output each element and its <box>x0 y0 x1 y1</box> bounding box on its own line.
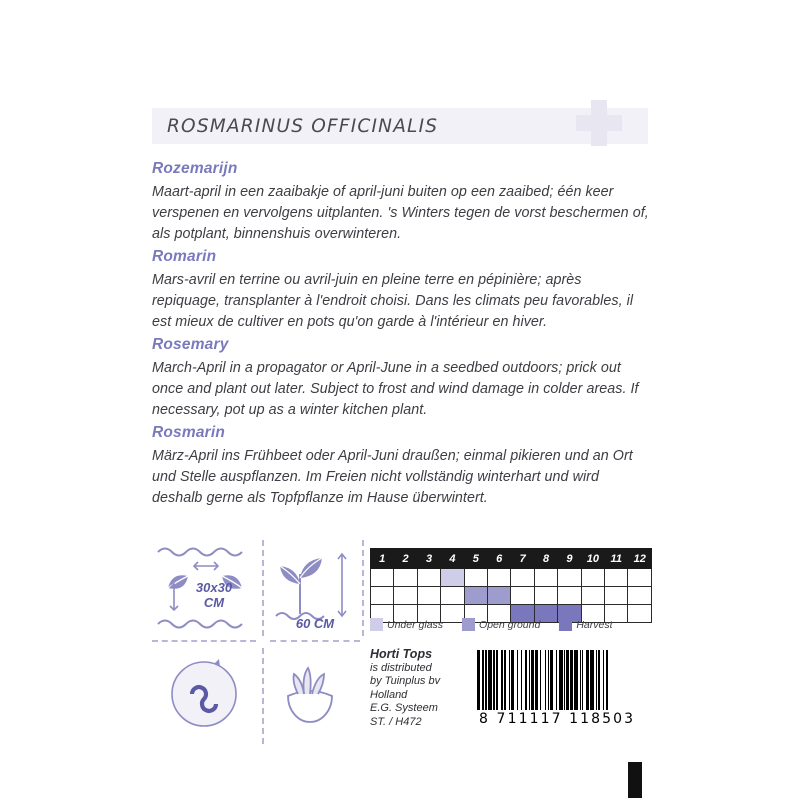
calendar-cell <box>628 569 652 587</box>
barcode <box>477 650 652 727</box>
language-block-en <box>152 336 652 421</box>
calendar-cell <box>371 587 394 605</box>
calendar-cell <box>417 587 440 605</box>
harvest-bowl-icon <box>270 648 360 744</box>
calendar-cell <box>488 587 511 605</box>
legend-item-under-glass <box>370 618 443 631</box>
calendar-header-row <box>371 549 652 569</box>
barcode-digits: 8 711117 118503 <box>479 711 636 727</box>
calendar-cell <box>534 569 557 587</box>
height-label: 60 CM <box>295 616 335 631</box>
calendar-cell <box>511 569 534 587</box>
month-header: 9 <box>558 549 581 569</box>
calendar-row <box>371 569 652 587</box>
language-body-en: March-April in a propagator or April-June in a seedbed outdoors; prick out once and plant out later. Subject to frost and wind damage in colder areas. If necessary, pot up as a winter kitchen plant. <box>152 360 639 418</box>
language-block-nl <box>152 160 652 245</box>
plus-icon-vertical <box>591 100 607 146</box>
spacing-label-line1: 30x30 <box>195 580 233 595</box>
month-header: 4 <box>441 549 464 569</box>
sowing-calendar <box>370 548 652 623</box>
calendar-cell <box>488 569 511 587</box>
language-title-de: Rosmarin <box>152 424 226 441</box>
month-header: 12 <box>628 549 652 569</box>
language-body-de: März-April ins Frühbeet oder April-Juni draußen; einmal pikieren und an Ort und Stelle auspflanzen. Im Freien nicht vollständig winterhart und wird deshalb gerne als Topfpflanze im Hause überwintert. <box>152 448 633 506</box>
legend-item-harvest <box>559 618 612 631</box>
month-header: 2 <box>394 549 417 569</box>
calendar-table <box>370 548 652 623</box>
calendar-legend <box>370 618 660 631</box>
language-title-nl: Rozemarijn <box>152 160 238 177</box>
language-block-fr <box>152 248 652 333</box>
language-block-de <box>152 424 652 509</box>
print-registration-mark <box>628 762 642 798</box>
calendar-cell <box>558 587 581 605</box>
legend-label-under-glass: Under glass <box>387 618 444 631</box>
calendar-row <box>371 587 652 605</box>
month-header: 7 <box>511 549 534 569</box>
page-title: ROSMARINUS OFFICINALIS <box>167 115 439 137</box>
legend-swatch-open-ground <box>462 618 475 631</box>
barcode-bars <box>477 650 652 710</box>
calendar-cell <box>558 569 581 587</box>
legend-label-harvest: Harvest <box>576 618 613 631</box>
calendar-cell <box>417 569 440 587</box>
calendar-cell <box>605 587 628 605</box>
legend-item-open-ground <box>462 618 540 631</box>
distributor-line1: is distributed <box>370 661 432 674</box>
distributor-name: Horti Tops <box>370 647 433 661</box>
calendar-cell <box>394 587 417 605</box>
spacing-label <box>182 580 246 610</box>
month-header: 11 <box>605 549 628 569</box>
distributor-line3: Holland <box>370 688 408 701</box>
month-header: 8 <box>534 549 557 569</box>
calendar-cell <box>534 587 557 605</box>
perennial-infinity-icon <box>152 648 260 744</box>
calendar-cell <box>394 569 417 587</box>
calendar-cell <box>511 587 534 605</box>
divider-vertical-mid <box>362 540 364 636</box>
plant-spacing-icon <box>152 540 260 636</box>
language-title-en: Rosemary <box>152 336 229 353</box>
language-title-fr: Romarin <box>152 248 217 265</box>
distributor-line2: by Tuinplus bv <box>370 675 441 687</box>
month-header: 1 <box>371 549 394 569</box>
language-body-nl: Maart-april in een zaaibakje of april-juni buiten op een zaaibed; één keer verspenen en vervolgens uitplanten. 's Winters tegen de vorst beschermen of, als potplant, binnenshuis overwinteren. <box>152 184 649 242</box>
distributor-line5: ST. / H472 <box>370 715 422 728</box>
barcode-bar <box>606 650 607 710</box>
calendar-cell <box>464 587 487 605</box>
plant-height-icon <box>270 540 360 636</box>
calendar-cell <box>605 569 628 587</box>
divider-horizontal-mid <box>270 640 360 642</box>
legend-label-open-ground: Open ground <box>479 618 541 631</box>
growing-info-panel <box>152 540 652 745</box>
calendar-cell <box>628 587 652 605</box>
month-header: 6 <box>488 549 511 569</box>
calendar-cell <box>581 569 604 587</box>
language-body-fr: Mars-avril en terrine ou avril-juin en pleine terre en pépinière; après repiquage, transplanter à l'endroit choisi. Dans les climats peu favorables, il est mieux de cultiver en pots qu'on garde à l'intérieur en hiver. <box>152 272 634 330</box>
calendar-cell <box>441 587 464 605</box>
plus-icon <box>576 100 622 146</box>
calendar-cell <box>581 587 604 605</box>
divider-vertical-left <box>262 540 264 636</box>
calendar-body <box>371 569 652 623</box>
calendar-cell <box>441 569 464 587</box>
distributor-line4: E.G. Systeem <box>370 702 438 714</box>
distributor-info <box>370 648 440 729</box>
spacing-label-line2: CM <box>203 595 225 610</box>
calendar-cell <box>371 569 394 587</box>
month-header: 5 <box>464 549 487 569</box>
legend-swatch-under-glass <box>370 618 383 631</box>
month-header: 10 <box>581 549 604 569</box>
divider-vertical-left-lower <box>262 648 264 744</box>
legend-swatch-harvest <box>559 618 572 631</box>
header-bar <box>152 108 648 144</box>
calendar-cell <box>464 569 487 587</box>
month-header: 3 <box>417 549 440 569</box>
divider-horizontal-left <box>152 640 256 642</box>
